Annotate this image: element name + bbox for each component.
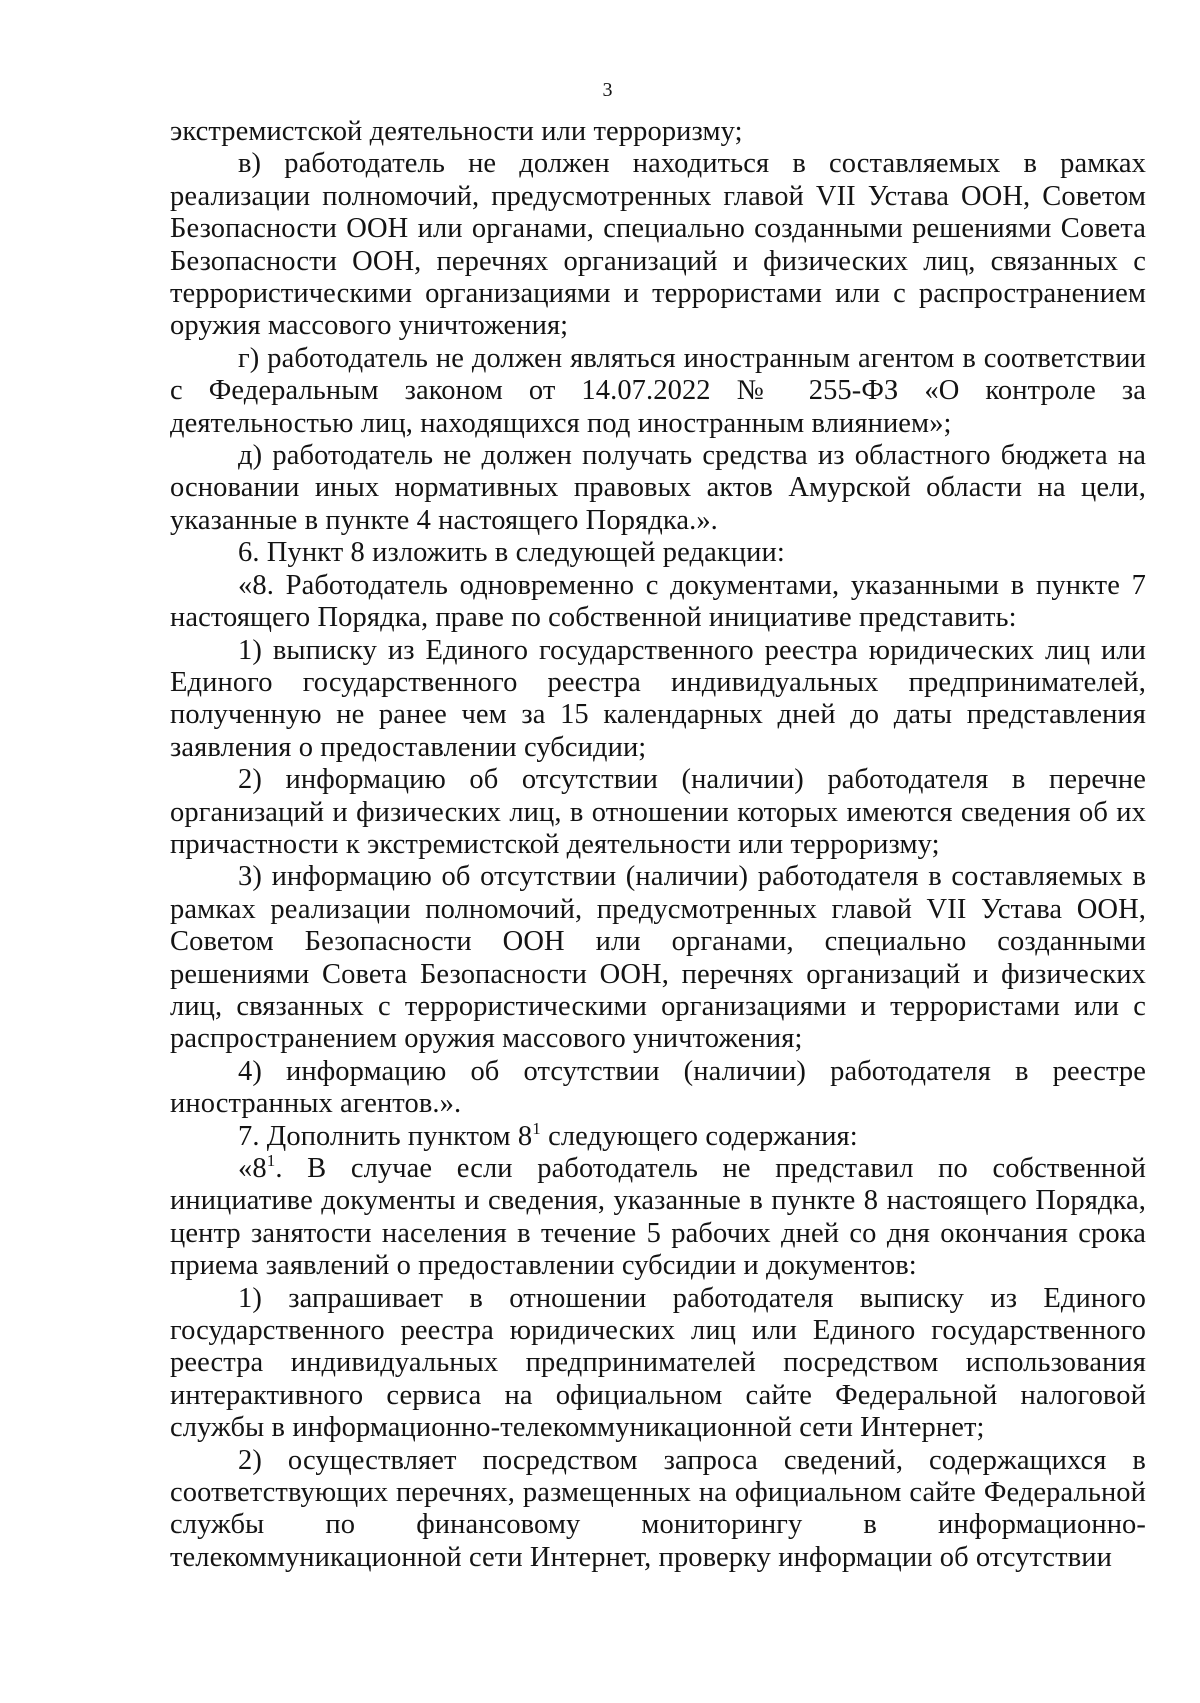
document-body (170, 116, 1146, 1574)
paragraph-point-6: 6. Пункт 8 изложить в следующей редакции: (238, 537, 785, 569)
paragraph-point-7 (170, 1118, 1146, 1153)
paragraph-clause-8: «8. Работодатель одновременно с документами, указанными в пункте 7 настоящего Порядка, праве по собственной инициативе представить: (170, 569, 1146, 634)
paragraph-clause-8-1-item-1: 1) запрашивает в отношении работодателя выписку из Единого государственного реестра юридических лиц или Единого государственного реестра индивидуальных предпринимателей посредством использования интерактивного сервиса на официальном сайте Федеральной налоговой службы в информационно-телекоммуникационной сети Интернет; (170, 1282, 1146, 1444)
paragraph-continuation: экстремистской деятельности или терроризму; (170, 116, 743, 147)
text-segment: 7. Дополнить пунктом 8 (238, 1120, 533, 1152)
text-segment: . В случае если работодатель не представил по собственной инициативе документы и сведения, указанные в пункте 8 настоящего Порядка, центр занятости населения в течение 5 рабочих дней со дня окончания срока приема заявлений о предоставлении субсидии и документов: (170, 1153, 1146, 1282)
paragraph-clause-8-1 (170, 1153, 1146, 1283)
superscript: 1 (266, 1151, 276, 1170)
superscript: 1 (532, 1118, 541, 1138)
paragraph-item-d: д) работодатель не должен получать средства из областного бюджета на основании иных нормативных правовых актов Амурской области на цели, указанные в пункте 4 настоящего Порядка.». (170, 440, 1146, 536)
paragraph-clause-8-1-item-2: 2) осуществляет посредством запроса сведений, содержащихся в соответствующих перечнях, размещенных на официальном сайте Федеральной службы по финансовому мониторингу в информационно-телекоммуникационной сети Интернет, проверку информации об отсутствии (170, 1444, 1146, 1573)
page-number: 3 (602, 79, 613, 101)
paragraph-item-v: в) работодатель не должен находиться в составляемых в рамках реализации полномочий, предусмотренных главой VII Устава ООН, Советом Безопасности ООН или органами, специально созданными решениями Совета Безопасности ООН, перечнях организаций и физических лиц, связанных с террористическими организациями и террористами или с распространением оружия массового уничтожения; (170, 148, 1146, 342)
paragraph-item-g: г) работодатель не должен являться иностранным агентом в соответствии с Федеральным законом от 14.07.2022 № 255-ФЗ «О контроле за деятельностью лиц, находящихся под иностранным влиянием»; (170, 342, 1146, 439)
paragraph-clause-8-item-1: 1) выписку из Единого государственного реестра юридических лиц или Единого государственного реестра индивидуальных предпринимателей, полученную не ранее чем за 15 календарных дней до даты представления заявления о предоставлении субсидии; (170, 634, 1146, 763)
paragraph-clause-8-item-3: 3) информацию об отсутствии (наличии) работодателя в составляемых в рамках реализации полномочий, предусмотренных главой VII Устава ООН, Советом Безопасности ООН или органами, специально созданными решениями Совета Безопасности ООН, перечнях организаций и физических лиц, связанных с террористическими организациями и террористами или с распространением оружия массового уничтожения; (170, 861, 1146, 1055)
text-segment: следующего содержания: (540, 1120, 858, 1152)
paragraph-clause-8-item-4: 4) информацию об отсутствии (наличии) работодателя в реестре иностранных агентов.». (170, 1055, 1146, 1120)
text-segment: «8 (238, 1153, 267, 1184)
paragraph-clause-8-item-2: 2) информацию об отсутствии (наличии) работодателя в перечне организаций и физических лиц, в отношении которых имеются сведения об их причастности к экстремистской деятельности или терроризму; (170, 764, 1146, 860)
